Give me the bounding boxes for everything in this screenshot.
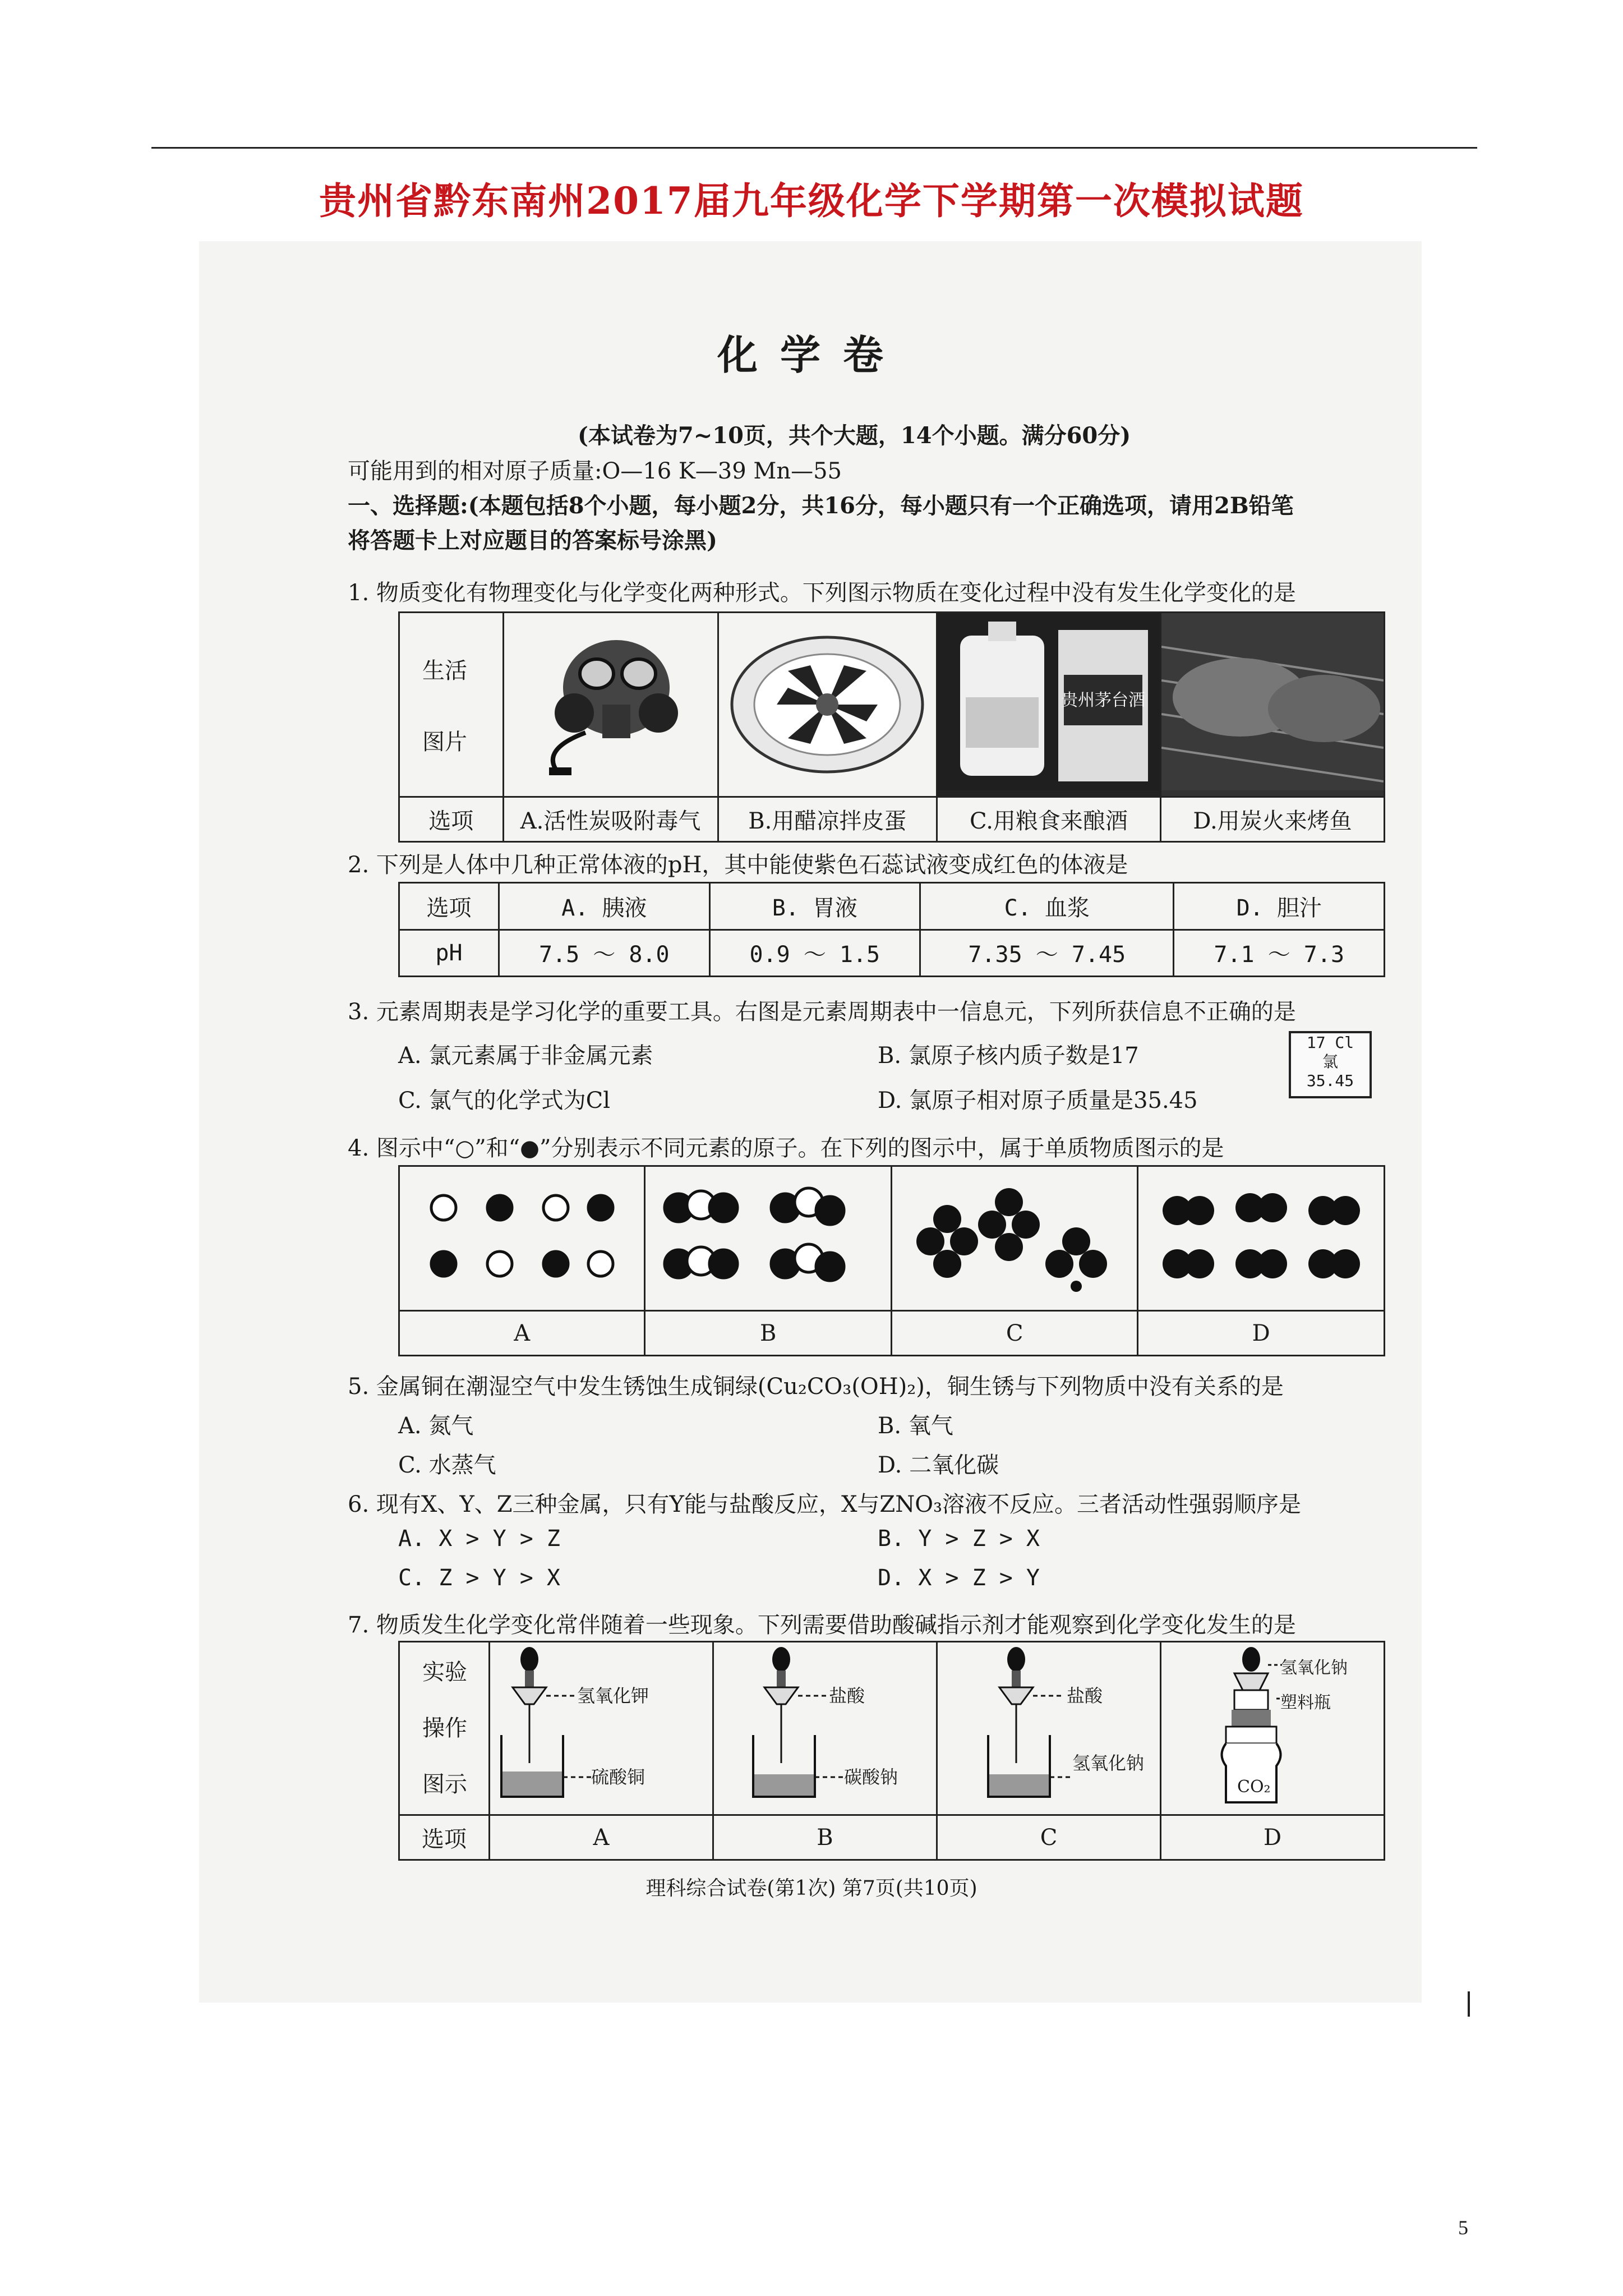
q7-table [398, 1641, 1385, 1861]
q7-b-top-reagent: 盐酸 [829, 1685, 865, 1706]
q7-c-top-reagent: 盐酸 [1067, 1685, 1103, 1706]
q5-stem: 5. 金属铜在潮湿空气中发生锈蚀生成铜绿(Cu₂CO₃(OH)₂)，铜生锈与下列物质中没有关系的是 [348, 1374, 1284, 1400]
q3-option-c: C. 氯气的化学式为Cl [398, 1088, 611, 1114]
q3-stem: 3. 元素周期表是学习化学的重要工具。右图是元素周期表中一信息元，下列所获信息不正确的是 [348, 999, 1296, 1025]
q1-image-gas-mask [503, 613, 718, 797]
q1-option-d: D.用炭火来烤鱼 [1160, 797, 1384, 842]
q2-stem: 2. 下列是人体中几种正常体液的pH，其中能使紫色石蕊试液变成红色的体液是 [348, 852, 1128, 878]
q7-row-label-2: 操作 [422, 1715, 467, 1741]
q3-option-b: B. 氯原子核内质子数是17 [878, 1043, 1139, 1069]
atomic-mass-line: 可能用到的相对原子质量:O—16 K—39 Mn—55 [348, 458, 842, 484]
q4-label-b: B [645, 1311, 892, 1356]
page-number: 5 [1458, 2216, 1468, 2239]
q4-diagram-c [891, 1166, 1138, 1311]
q7-b-bottom-reagent: 碳酸钠 [844, 1766, 898, 1788]
header-rule [151, 147, 1477, 149]
q7-option-b: B [713, 1815, 937, 1860]
q6-option-b: B. Y > Z > X [878, 1526, 1040, 1552]
century-egg-plate-icon [726, 620, 928, 783]
q7-option-d: D [1161, 1815, 1385, 1860]
dropper-bottle-icon-d [1161, 1642, 1384, 1809]
atom-diagram-b [662, 1180, 875, 1292]
q2-table [398, 882, 1385, 977]
q7-row-label-3: 图示 [422, 1772, 467, 1797]
q1-row-label-2: 图片 [422, 729, 467, 755]
q2-ph-d: 7.1 ～ 7.3 [1174, 930, 1385, 977]
q1-table [398, 611, 1385, 843]
q1-option-c: C.用粮食来酿酒 [937, 797, 1160, 842]
q4-diagram-a [399, 1166, 645, 1311]
q3-option-a: A. 氯元素属于非金属元素 [398, 1043, 653, 1069]
liquor-bottle-icon [938, 613, 1160, 790]
q7-d-top-reagent: 氢氧化钠 [1280, 1658, 1348, 1678]
paper-subtitle: (本试卷为7~10页，共个大题，14个小题。满分60分) [578, 422, 1131, 449]
q7-apparatus-a [490, 1642, 713, 1815]
q6-stem: 6. 现有X、Y、Z三种金属，只有Y能与盐酸反应，X与ZNO₃溶液不反应。三者活动性强弱顺序是 [348, 1492, 1302, 1517]
grilled-fish-icon [1161, 613, 1384, 790]
q1-option-label: 选项 [399, 797, 504, 842]
q1-option-a: A.活性炭吸附毒气 [503, 797, 718, 842]
q1-stem: 1. 物质变化有物理变化与化学变化两种形式。下列图示物质在变化过程中没有发生化学变化的是 [348, 580, 1296, 606]
q2-ph-label: pH [399, 930, 499, 977]
q5-option-a: A. 氮气 [398, 1413, 474, 1439]
margin-mark [1468, 1991, 1470, 2017]
q7-apparatus-c [937, 1642, 1161, 1815]
q2-header-b: B. 胃液 [709, 883, 920, 930]
dropper-beaker-icon-b [714, 1642, 936, 1809]
q7-a-top-reagent: 氢氧化钾 [577, 1685, 649, 1706]
q7-stem: 7. 物质发生化学变化常伴随着一些现象。下列需要借助酸碱指示剂才能观察到化学变化发生的是 [348, 1612, 1296, 1638]
q7-option-c: C [937, 1815, 1161, 1860]
q2-ph-b: 0.9 ～ 1.5 [709, 930, 920, 977]
q2-header-option: 选项 [399, 883, 499, 930]
q4-label-d: D [1138, 1311, 1385, 1356]
q1-image-liquor [937, 613, 1160, 797]
atom-diagram-d [1155, 1180, 1368, 1292]
bottle-label-text: 贵州茅台酒 [1061, 691, 1145, 710]
q2-header-c: C. 血浆 [920, 883, 1174, 930]
q7-c-bottom-reagent: 氢氧化钠 [1072, 1752, 1145, 1774]
q5-option-d: D. 二氧化碳 [878, 1452, 999, 1478]
q7-d-co2-label: CO₂ [1237, 1777, 1271, 1797]
q4-diagram-d [1138, 1166, 1385, 1311]
q2-ph-c: 7.35 ～ 7.45 [920, 930, 1174, 977]
section1-instruction-cont: 将答题卡上对应题目的答案标号涂黑) [348, 527, 717, 554]
dropper-beaker-icon-c [938, 1642, 1160, 1809]
page-footer: 理科综合试卷(第1次) 第7页(共10页) [645, 1877, 978, 1900]
q1-image-century-egg [718, 613, 937, 797]
q7-apparatus-b [713, 1642, 937, 1815]
q3-option-d: D. 氯原子相对原子质量是35.45 [878, 1088, 1198, 1114]
q6-option-d: D. X > Z > Y [878, 1565, 1040, 1591]
gas-mask-icon [518, 620, 703, 783]
q1-row-label-1: 生活 [422, 658, 467, 684]
q4-diagram-b [645, 1166, 892, 1311]
section1-instruction: 一、选择题:(本题包括8个小题，每小题2分，共16分，每小题只有一个正确选项，请用2B铅笔 [348, 493, 1294, 519]
q7-option-label: 选项 [399, 1815, 490, 1860]
q7-a-bottom-reagent: 硫酸铜 [591, 1766, 645, 1788]
q1-option-b: B.用醋凉拌皮蛋 [718, 797, 937, 842]
q2-ph-a: 7.5 ～ 8.0 [499, 930, 710, 977]
element-mass: 35.45 [1306, 1071, 1354, 1090]
q7-row-label-cell [399, 1642, 490, 1815]
q5-option-c: C. 水蒸气 [398, 1452, 496, 1478]
q4-table [398, 1165, 1385, 1356]
q7-row-label-1: 实验 [422, 1659, 467, 1685]
q1-image-grilled-fish [1160, 613, 1384, 797]
q7-apparatus-d [1161, 1642, 1385, 1815]
q4-stem: 4. 图示中“○”和“●”分别表示不同元素的原子。在下列的图示中，属于单质物质图示的是 [348, 1135, 1224, 1161]
element-name: 氯 [1322, 1052, 1338, 1071]
q6-option-a: A. X > Y > Z [398, 1526, 560, 1552]
document-title: 贵州省黔东南州2017届九年级化学下学期第一次模拟试题 [319, 179, 1304, 223]
element-card-chlorine [1289, 1031, 1372, 1098]
q5-option-b: B. 氧气 [878, 1413, 953, 1439]
q2-header-d: D. 胆汁 [1174, 883, 1385, 930]
paper-title: 化学卷 [717, 331, 906, 379]
q7-option-a: A [490, 1815, 713, 1860]
q2-header-a: A. 胰液 [499, 883, 710, 930]
element-number-symbol: 17 Cl [1306, 1033, 1354, 1052]
q4-label-a: A [399, 1311, 645, 1356]
atom-diagram-c [908, 1180, 1121, 1292]
q6-option-c: C. Z > Y > X [398, 1565, 560, 1591]
q4-label-c: C [891, 1311, 1138, 1356]
q7-d-bottle-label: 塑料瓶 [1280, 1693, 1331, 1713]
atom-diagram-a [421, 1180, 623, 1292]
q1-row-label-cell [399, 613, 504, 797]
